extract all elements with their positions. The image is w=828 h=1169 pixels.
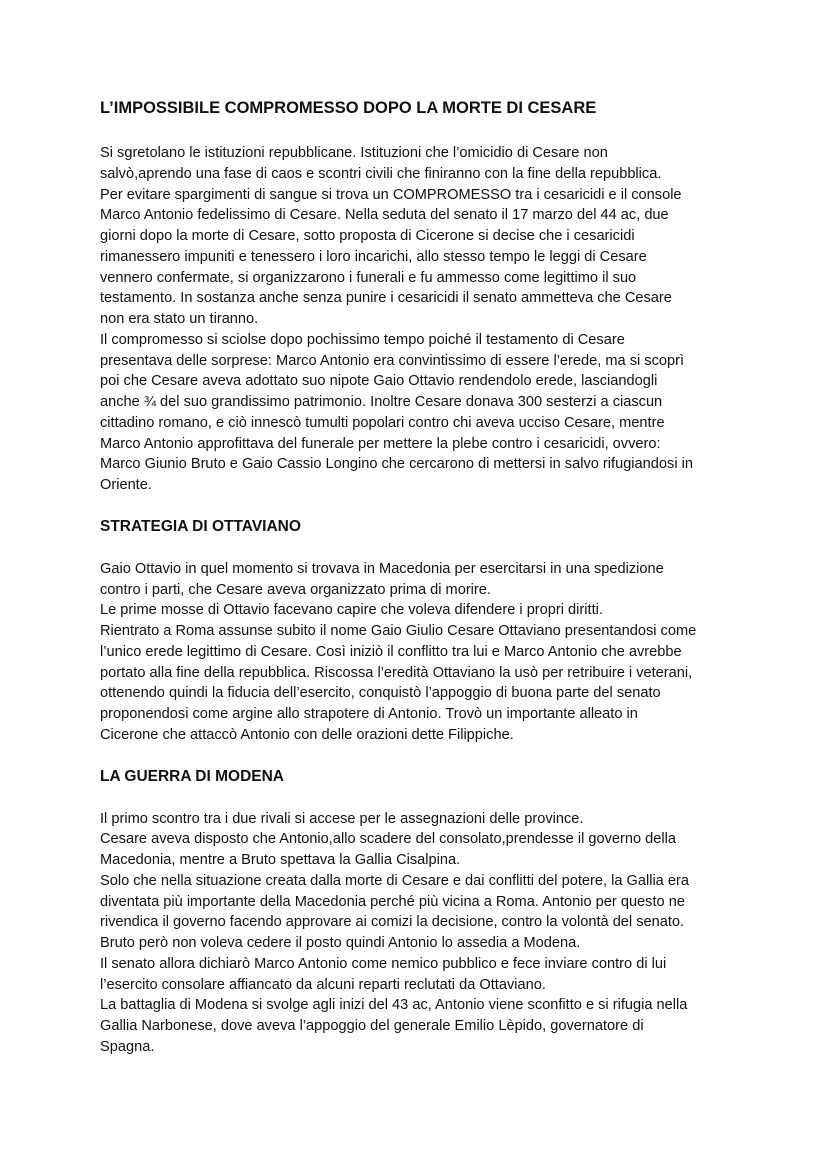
text-line: Per evitare spargimenti di sangue si trova un COMPROMESSO tra i cesaricidi e il console (100, 186, 682, 203)
text-line: non era stato un tiranno. (100, 311, 259, 327)
text-line: Solo che nella situazione creata dalla morte di Cesare e dai conflitti del potere, la Gallia era (100, 872, 689, 889)
text-line: Cicerone che attaccò Antonio con delle orazioni dette Filippiche. (100, 726, 514, 743)
section-heading-strategia: STRATEGIA DI OTTAVIANO (100, 517, 301, 535)
text-line: rivendica il governo facendo approvare ai comizi la decisione, contro la volontà del senato. (100, 914, 685, 931)
text-line: giorni dopo la morte di Cesare, sotto proposta di Cicerone si decise che i cesaricidi (100, 228, 635, 244)
spacer (100, 788, 740, 809)
text-line: Gaio Ottavio in quel momento si trovava in Macedonia per esercitarsi in una spedizione (100, 560, 664, 577)
text-line: diventata più importante della Macedonia perché più vicina a Roma. Antonio per questo ne (100, 893, 685, 910)
text-line: Il compromesso si sciolse dopo pochissimo tempo poiché il testamento di Cesare (100, 331, 625, 348)
text-line: l’esercito consolare affiancato da alcuni reparti reclutati da Ottaviano. (100, 976, 546, 993)
text-line: anche ¾ del suo grandissimo patrimonio. Inoltre Cesare donava 300 sesterzi a ciascun (100, 394, 663, 410)
spacer (100, 496, 740, 516)
section-body-modena (100, 809, 740, 1058)
document-page (100, 97, 740, 1058)
text-line: Spagna. (100, 1038, 155, 1055)
text-line: Macedonia, mentre a Bruto spettava la Gallia Cisalpina. (100, 852, 461, 868)
text-line: Cesare aveva disposto che Antonio,allo scadere del consolato,prendesse il governo della (100, 831, 677, 848)
text-line: cittadino romano, e ciò innescò tumulti popolari contro chi aveva ucciso Cesare, mentre (100, 414, 665, 431)
text-line: Marco Antonio approfittava del funerale per mettere la plebe contro i cesaricidi, ovvero: (100, 435, 661, 452)
text-line: presentava delle sorprese: Marco Antonio era convintissimo di essere l’erede, ma si scoprì (100, 352, 685, 369)
text-line: l’unico erede legittimo di Cesare. Così iniziò il conflitto tra lui e Marco Antonio che avrebbe (100, 643, 682, 660)
text-line: salvò,aprendo una fase di caos e scontri civili che finiranno con la fine della repubblica. (100, 165, 662, 182)
text-line: vennero confermate, si organizzarono i funerali e fu ammesso come legittimo il suo (100, 269, 637, 286)
section-body-compromesso (100, 143, 740, 496)
text-line: Il senato allora dichiarò Marco Antonio come nemico pubblico e fece inviare contro di lui (100, 955, 667, 972)
spacer (100, 538, 740, 559)
text-line: contro i parti, che Cesare aveva organizzato prima di morire. (100, 581, 491, 598)
text-line: testamento. In sostanza anche senza punire i cesaricidi il senato ammetteva che Cesare (100, 290, 672, 307)
text-line: Marco Giunio Bruto e Gaio Cassio Longino che cercarono di mettersi in salvo rifugiandosi in (100, 456, 693, 473)
text-line: Gallia Narbonese, dove aveva l’appoggio del generale Emilio Lèpido, governatore di (100, 1018, 644, 1034)
section-heading-modena: LA GUERRA DI MODENA (100, 767, 284, 785)
text-line: ottenendo quindi la fiducia dell’esercito, conquistò l’appoggio di buona parte del senato (100, 685, 661, 702)
text-line: La battaglia di Modena si svolge agli inizi del 43 ac, Antonio viene sconfitto e si rifugia nella (100, 997, 688, 1014)
text-line: Rientrato a Roma assunse subito il nome Gaio Giulio Cesare Ottaviano presentandosi come (100, 623, 697, 639)
text-line: portato alla fine della repubblica. Riscossa l’eredità Ottaviano la usò per retribuire i veterani, (100, 664, 693, 681)
text-line: Oriente. (100, 477, 152, 493)
text-line: Il primo scontro tra i due rivali si accese per le assegnazioni delle province. (100, 810, 584, 827)
text-line: Bruto però non voleva cedere il posto quindi Antonio lo assedia a Modena. (100, 935, 581, 951)
text-line: poi che Cesare aveva adottato suo nipote Gaio Ottavio rendendolo erede, lasciandogli (100, 373, 658, 390)
text-line: rimanessero impuniti e tenessero i loro incarichi, allo stesso tempo le leggi di Cesare (100, 248, 647, 265)
spacer (100, 746, 740, 766)
text-line: proponendosi come argine allo strapotere di Antonio. Trovò un importante alleato in (100, 706, 638, 722)
text-line: Si sgretolano le istituzioni repubblicane. Istituzioni che l’omicidio di Cesare non (100, 145, 608, 161)
section-heading-compromesso: L’IMPOSSIBILE COMPROMESSO DOPO LA MORTE DI CESARE (100, 99, 597, 117)
text-line: Marco Antonio fedelissimo di Cesare. Nella seduta del senato il 17 marzo del 44 ac, due (100, 207, 669, 224)
section-body-strategia (100, 559, 740, 746)
text-line: Le prime mosse di Ottavio facevano capire che voleva difendere i propri diritti. (100, 602, 603, 619)
spacer (100, 119, 740, 143)
